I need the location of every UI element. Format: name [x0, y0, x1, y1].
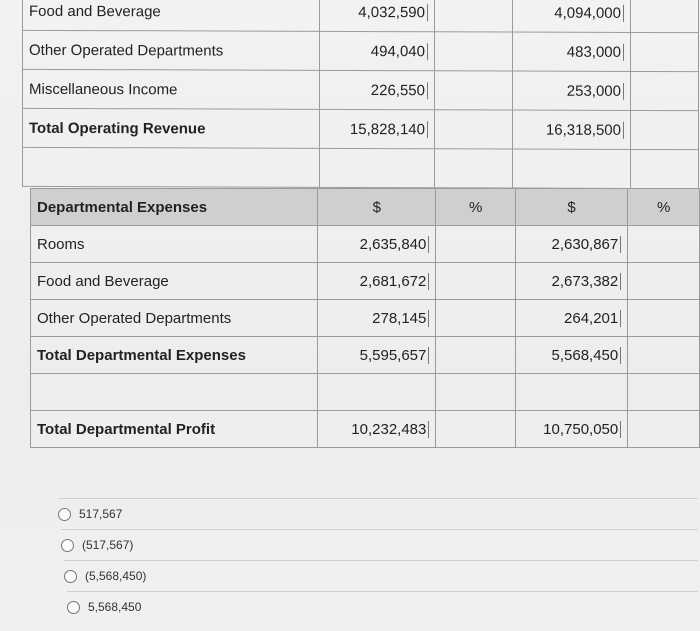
amount-cell-1[interactable]	[318, 226, 436, 263]
header-percent-2: %	[628, 189, 700, 226]
header-percent-1: %	[436, 189, 515, 226]
header-label: Departmental Expenses	[31, 189, 318, 226]
amount-cell-1-value: 226,550	[371, 82, 428, 99]
radio-button[interactable]	[58, 508, 71, 521]
amount-cell-2-value: 16,318,500	[546, 121, 624, 138]
amount-cell-2-value: 253,000	[567, 82, 624, 99]
table-row-profit	[31, 411, 700, 448]
row-label: Total Departmental Profit	[31, 411, 318, 448]
amount-cell-1[interactable]	[320, 70, 435, 109]
blank-cell[interactable]	[436, 374, 515, 411]
blank-cell[interactable]	[515, 374, 627, 411]
amount-cell-1[interactable]	[318, 411, 436, 448]
option-label: (5,568,450)	[85, 569, 147, 583]
percent-cell-2[interactable]	[631, 0, 699, 33]
amount-cell-1[interactable]	[318, 337, 436, 374]
percent-cell-1[interactable]	[436, 300, 515, 337]
amount-cell-2-value: 5,568,450	[552, 347, 622, 364]
option-label: 517,567	[79, 507, 123, 521]
amount-cell-1-value: 10,232,483	[351, 421, 429, 438]
amount-cell-2[interactable]	[515, 337, 627, 374]
table-row	[23, 30, 699, 71]
percent-cell-2[interactable]	[631, 32, 699, 71]
table-row	[31, 337, 700, 374]
percent-cell-1[interactable]	[436, 226, 515, 263]
percent-cell-1[interactable]	[435, 71, 513, 110]
blank-cell[interactable]	[320, 148, 435, 187]
header-dollar-2: $	[515, 189, 627, 226]
amount-cell-1-value: 2,635,840	[360, 236, 430, 253]
percent-cell-1[interactable]	[435, 0, 513, 32]
table-row	[31, 263, 700, 300]
blank-cell[interactable]	[513, 149, 631, 188]
amount-cell-1[interactable]	[318, 300, 436, 337]
row-label: Food and Beverage	[31, 263, 318, 300]
amount-cell-2[interactable]	[513, 32, 631, 71]
answer-option[interactable]	[67, 591, 698, 622]
blank-cell[interactable]	[318, 374, 436, 411]
percent-cell-2[interactable]	[628, 300, 700, 337]
row-label: Total Operating Revenue	[23, 108, 320, 148]
blank-cell	[23, 147, 320, 187]
blank-cell[interactable]	[628, 374, 700, 411]
table-row	[31, 300, 700, 337]
amount-cell-2[interactable]	[515, 300, 627, 337]
row-label: Total Departmental Expenses	[31, 337, 318, 374]
percent-cell-2[interactable]	[631, 71, 699, 110]
amount-cell-1[interactable]	[318, 263, 436, 300]
amount-cell-2[interactable]	[513, 71, 631, 110]
amount-cell-1-value: 4,032,590	[358, 3, 428, 20]
amount-cell-1-value: 5,595,657	[360, 347, 430, 364]
row-label: Other Operated Departments	[23, 30, 320, 70]
amount-cell-2[interactable]	[513, 110, 631, 149]
departmental-expenses-table	[30, 188, 700, 448]
revenue-table	[22, 0, 699, 189]
amount-cell-2-value: 4,094,000	[554, 4, 624, 21]
header-dollar-1: $	[318, 189, 436, 226]
spacer-row	[23, 147, 699, 188]
table-row	[31, 226, 700, 263]
radio-button[interactable]	[67, 601, 80, 614]
percent-cell-2[interactable]	[628, 411, 700, 448]
radio-button[interactable]	[61, 539, 74, 552]
row-label: Other Operated Departments	[31, 300, 318, 337]
percent-cell-1[interactable]	[436, 263, 515, 300]
amount-cell-2[interactable]	[515, 263, 627, 300]
percent-cell-2[interactable]	[628, 263, 700, 300]
row-label: Food and Beverage	[23, 0, 320, 31]
option-label: (517,567)	[82, 538, 134, 552]
amount-cell-2[interactable]	[515, 411, 627, 448]
table-header-row	[31, 189, 700, 226]
answer-option[interactable]	[61, 529, 698, 560]
radio-button[interactable]	[64, 570, 77, 583]
amount-cell-1-value: 278,145	[372, 310, 429, 327]
amount-cell-2-value: 2,630,867	[552, 236, 622, 253]
amount-cell-2-value: 10,750,050	[543, 421, 621, 438]
amount-cell-2[interactable]	[515, 226, 627, 263]
answer-option[interactable]	[64, 560, 698, 591]
table-row	[23, 0, 699, 33]
row-label: Rooms	[31, 226, 318, 263]
percent-cell-1[interactable]	[436, 411, 515, 448]
option-label: 5,568,450	[88, 600, 142, 614]
amount-cell-2-value: 2,673,382	[552, 273, 622, 290]
percent-cell-2[interactable]	[628, 226, 700, 263]
amount-cell-2[interactable]	[513, 0, 631, 32]
spacer-row	[31, 374, 700, 411]
amount-cell-1-value: 494,040	[371, 43, 428, 60]
percent-cell-1[interactable]	[436, 337, 515, 374]
amount-cell-2-value: 483,000	[567, 43, 624, 60]
blank-cell[interactable]	[631, 149, 699, 188]
amount-cell-1[interactable]	[320, 31, 435, 70]
blank-cell[interactable]	[435, 149, 513, 188]
amount-cell-1[interactable]	[320, 0, 435, 32]
amount-cell-2-value: 264,201	[564, 310, 621, 327]
percent-cell-1[interactable]	[435, 32, 513, 71]
percent-cell-2[interactable]	[631, 110, 699, 149]
amount-cell-1-value: 2,681,672	[360, 273, 430, 290]
amount-cell-1[interactable]	[320, 109, 435, 148]
table-row	[23, 69, 699, 110]
row-label: Miscellaneous Income	[23, 69, 320, 109]
table-row	[23, 108, 699, 149]
answer-option[interactable]	[58, 498, 698, 529]
answer-options	[58, 498, 698, 622]
amount-cell-1-value: 15,828,140	[350, 120, 428, 137]
percent-cell-1[interactable]	[435, 110, 513, 149]
percent-cell-2[interactable]	[628, 337, 700, 374]
blank-cell	[31, 374, 318, 411]
